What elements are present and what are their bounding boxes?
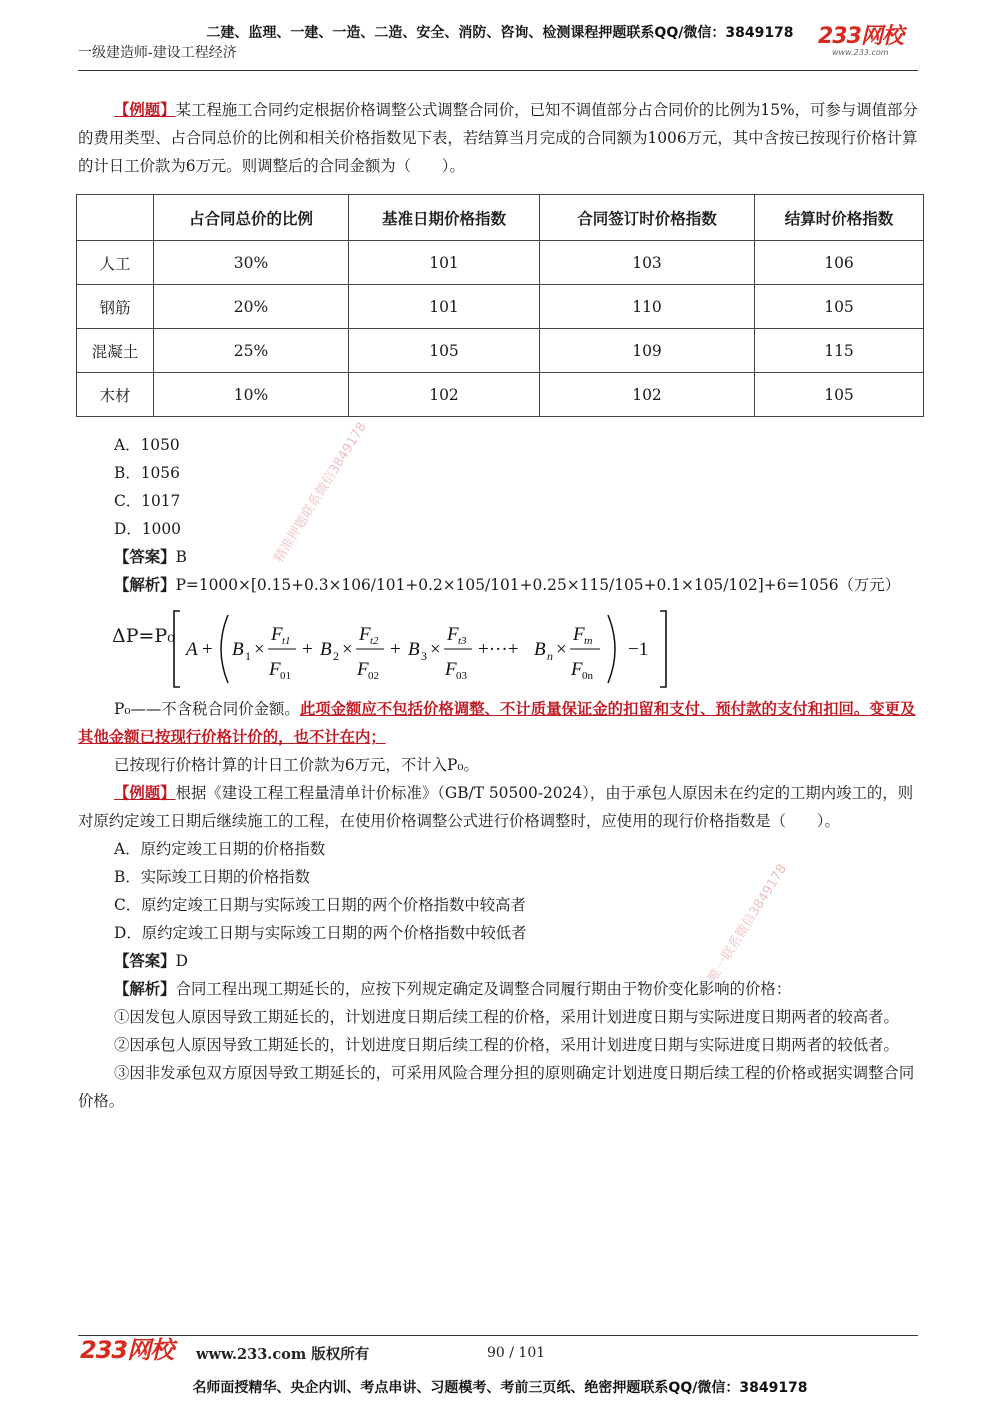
svg-text:+···+: +···+ bbox=[478, 639, 519, 660]
svg-text:×: × bbox=[342, 639, 353, 660]
q2-option-d: D．原约定竣工日期与实际竣工日期的两个价格指数中较低者 bbox=[114, 924, 527, 942]
q2-option-a: A．原约定竣工日期的价格指数 bbox=[114, 840, 326, 858]
table-header-cell: 合同签订时价格指数 bbox=[540, 195, 755, 241]
svg-text:n: n bbox=[547, 649, 553, 663]
q2-analysis-label: 【解析】 bbox=[114, 980, 176, 998]
table-cell: 混凝土 bbox=[77, 329, 154, 373]
q1-note-p0-highlight: 此项金额应不包括价格调整、不计质量保证金的扣留和支付、预付款的支付和扣回。变更及其他金额已按现行价格计价的，也不计在内； bbox=[78, 700, 916, 746]
svg-text:F: F bbox=[271, 624, 283, 645]
table-cell: 106 bbox=[755, 241, 924, 285]
brand-logo bbox=[818, 26, 903, 57]
svg-text:03: 03 bbox=[456, 670, 467, 682]
svg-text:+: + bbox=[302, 639, 313, 660]
q2-point-1: ①因发包人原因导致工期延长的，计划进度日期后续工程的价格，采用计划进度日期与实际进度日期两者的较高者。 bbox=[114, 1008, 899, 1026]
svg-text:+: + bbox=[202, 639, 213, 660]
svg-text:01: 01 bbox=[280, 670, 291, 682]
svg-text:×: × bbox=[430, 639, 441, 660]
table-header-cell: 占合同总价的比例 bbox=[154, 195, 349, 241]
table-cell: 20% bbox=[154, 285, 349, 329]
svg-text:F: F bbox=[269, 659, 281, 680]
table-cell: 105 bbox=[755, 373, 924, 417]
q1-answer-label: 【答案】 bbox=[114, 548, 176, 566]
table-cell: 115 bbox=[755, 329, 924, 373]
q1-option-a: A．1050 bbox=[114, 436, 180, 454]
q1-analysis bbox=[78, 571, 924, 599]
table-header-cell: 基准日期价格指数 bbox=[349, 195, 540, 241]
svg-text:×: × bbox=[254, 639, 265, 660]
table-cell: 钢筋 bbox=[77, 285, 154, 329]
formula-expression bbox=[172, 607, 772, 691]
svg-text:F: F bbox=[359, 624, 371, 645]
q1-analysis-text: P=1000×[0.15+0.3×106/101+0.2×105/101+0.25×115/105+0.1×105/102]+6=1056（万元） bbox=[175, 576, 901, 594]
table-cell: 110 bbox=[540, 285, 755, 329]
svg-text:F: F bbox=[357, 659, 369, 680]
svg-text:t2: t2 bbox=[370, 635, 379, 647]
price-index-table bbox=[76, 194, 924, 417]
q1-note-p0 bbox=[78, 695, 924, 751]
svg-text:B: B bbox=[534, 639, 546, 660]
svg-text:t1: t1 bbox=[282, 635, 291, 647]
table-cell: 109 bbox=[540, 329, 755, 373]
page-number: 90 / 101 bbox=[487, 1345, 546, 1361]
q1-answer-value: B bbox=[175, 548, 187, 566]
svg-text:F: F bbox=[571, 659, 583, 680]
table-cell: 10% bbox=[154, 373, 349, 417]
q1-tag: 【例题】 bbox=[114, 101, 176, 119]
table-cell: 木材 bbox=[77, 373, 154, 417]
q1-stem-text: 某工程施工合同约定根据价格调整公式调整合同价，已知不调值部分占合同价的比例为15%，可参与调值部分的费用类型、占合同总价的比例和相关价格指数见下表，若结算当月完成的合同额为1006万元，其中含按已按现行价格计算的计日工价款为6万元。则调整后的合同金额为（ ）。 bbox=[78, 101, 918, 175]
table-cell: 102 bbox=[349, 373, 540, 417]
q1-option-d: D．1000 bbox=[114, 520, 181, 538]
q2-answer-label: 【答案】 bbox=[114, 952, 176, 970]
q1-option-b: B．1056 bbox=[114, 464, 180, 482]
svg-text:F: F bbox=[447, 624, 459, 645]
table-header-row bbox=[77, 195, 924, 241]
q2-tag: 【例题】 bbox=[114, 784, 176, 802]
table-row bbox=[77, 241, 924, 285]
svg-text:×: × bbox=[556, 639, 567, 660]
watermark-1: 精准押题联系微信3849178 bbox=[271, 419, 370, 566]
footer-divider bbox=[78, 1335, 918, 1336]
q2-point-3: ③因非发承包双方原因导致工期延长的，可采用风险合理分担的原则确定计划进度日期后续工程的价格或据实调整合同价格。 bbox=[78, 1064, 915, 1110]
header-contact-line: 二建、监理、一建、一造、二造、安全、消防、咨询、检测课程押题联系QQ/微信：3849178 bbox=[206, 25, 794, 41]
q2-analysis bbox=[78, 975, 924, 1003]
price-adjustment-formula bbox=[78, 607, 924, 691]
q2-point-2: ②因承包人原因导致工期延长的，计划进度日期后续工程的价格，采用计划进度日期与实际进度日期两者的较低者。 bbox=[114, 1036, 899, 1054]
table-cell: 25% bbox=[154, 329, 349, 373]
footer-logo-text: 233网校 bbox=[80, 1336, 174, 1364]
svg-text:t3: t3 bbox=[458, 635, 467, 647]
svg-text:2: 2 bbox=[333, 649, 339, 663]
svg-text:02: 02 bbox=[368, 670, 379, 682]
table-header-cell bbox=[77, 195, 154, 241]
q2-answer-value: D bbox=[175, 952, 188, 970]
svg-text:−1: −1 bbox=[628, 639, 649, 660]
table-cell: 105 bbox=[755, 285, 924, 329]
q1-stem bbox=[78, 96, 924, 180]
table-cell: 105 bbox=[349, 329, 540, 373]
footer-contact-line: 名师面授精华、央企内训、考点串讲、习题模考、考前三页纸、绝密押题联系QQ/微信：3849178 bbox=[192, 1380, 808, 1396]
svg-text:B: B bbox=[320, 639, 332, 660]
table-cell: 102 bbox=[540, 373, 755, 417]
q1-answer bbox=[78, 543, 924, 571]
svg-text:tn: tn bbox=[584, 635, 593, 647]
table-cell: 101 bbox=[349, 285, 540, 329]
q1-analysis-label: 【解析】 bbox=[114, 576, 176, 594]
q2-analysis-text: 合同工程出现工期延长的，应按下列规定确定及调整合同履行期由于物价变化影响的价格： bbox=[175, 980, 792, 998]
q2-stem-text: 根据《建设工程工程量清单计价标准》（GB/T 50500-2024），由于承包人原因未在约定的工期内竣工的，则对原约定竣工日期后继续施工的工程，在使用价格调整公式进行价格调整时，应使用的现行价格指数是（ ）。 bbox=[78, 784, 914, 830]
table-cell: 101 bbox=[349, 241, 540, 285]
q2-answer bbox=[78, 947, 924, 975]
q1-option-c: C．1017 bbox=[114, 492, 181, 510]
table-row bbox=[77, 285, 924, 329]
brand-logo-text: 233网校 bbox=[818, 24, 903, 49]
table-cell: 103 bbox=[540, 241, 755, 285]
q2-option-c: C．原约定竣工日期与实际竣工日期的两个价格指数中较高者 bbox=[114, 896, 526, 914]
watermark-2: 唯一联系微信3849178 bbox=[705, 861, 791, 986]
formula-lhs: ΔP=P₀ bbox=[112, 625, 175, 647]
q2-option-b: B．实际竣工日期的价格指数 bbox=[114, 868, 310, 886]
table-header-cell: 结算时价格指数 bbox=[755, 195, 924, 241]
svg-text:1: 1 bbox=[245, 649, 251, 663]
q2-stem bbox=[78, 779, 924, 835]
table-cell: 人工 bbox=[77, 241, 154, 285]
footer-copyright: www.233.com 版权所有 bbox=[196, 1346, 370, 1363]
svg-text:3: 3 bbox=[421, 649, 427, 663]
svg-text:0n: 0n bbox=[582, 670, 593, 682]
table-row bbox=[77, 373, 924, 417]
svg-text:+: + bbox=[390, 639, 401, 660]
q1-note-dayworks: 已按现行价格计算的计日工价款为6万元，不计入P₀。 bbox=[114, 756, 479, 774]
table-cell: 30% bbox=[154, 241, 349, 285]
header-divider bbox=[78, 70, 918, 71]
table-row bbox=[77, 329, 924, 373]
document-title: 一级建造师-建设工程经济 bbox=[78, 45, 237, 61]
svg-text:F: F bbox=[445, 659, 457, 680]
svg-text:F: F bbox=[573, 624, 585, 645]
page-content bbox=[78, 96, 924, 1115]
svg-text:B: B bbox=[408, 639, 420, 660]
q1-note-p0-text: P₀——不含税合同价金额。 bbox=[114, 700, 300, 718]
svg-text:B: B bbox=[232, 639, 244, 660]
brand-logo-url: www.233.com bbox=[832, 48, 889, 57]
svg-text:A: A bbox=[186, 639, 198, 660]
footer-logo bbox=[80, 1336, 174, 1364]
